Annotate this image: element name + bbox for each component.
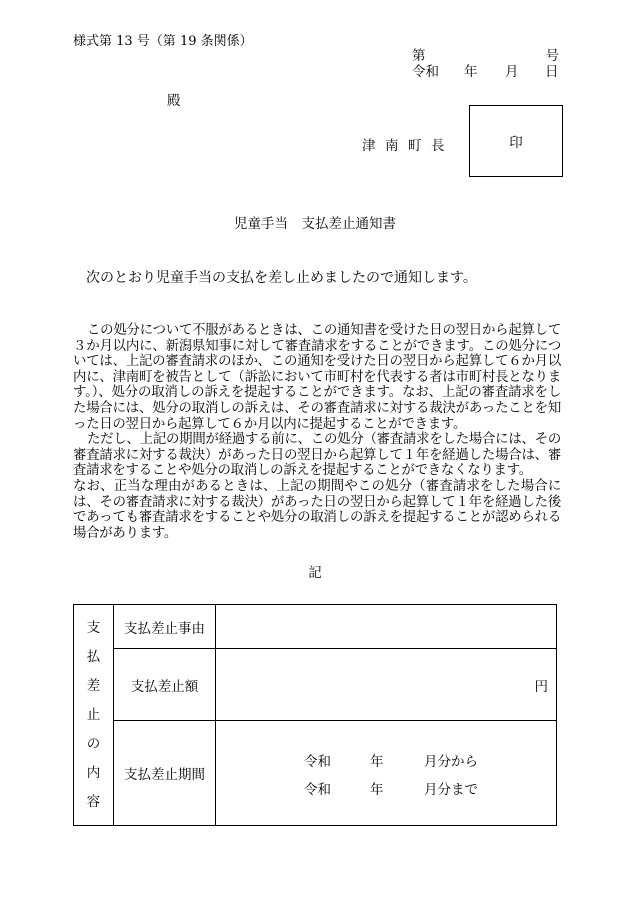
document-title: 児童手当 支払差止通知書 xyxy=(234,216,396,232)
reason-label: 支払差止事由 xyxy=(114,605,216,649)
seal-label: 印 xyxy=(509,135,523,151)
side-label xyxy=(74,605,114,826)
side-label-char: 払 xyxy=(86,648,101,665)
table-row xyxy=(74,649,557,721)
appeal-notice xyxy=(73,323,561,541)
period-label: 支払差止期間 xyxy=(114,721,216,826)
period-to-year: 年 xyxy=(370,782,384,798)
date-year-unit: 年 xyxy=(464,64,478,80)
period-from-era: 令和 xyxy=(304,754,331,770)
appeal-paragraph-1: この処分について不服があるときは、この通知書を受けた日の翌日から起算して３か月以内に、新潟県知事に対して審査請求をすることができます。この処分については、上記の審査請求のほか、この通知を受けた日の翌日から起算して６か月以内に、津南町を被告として（訴訟において市町村を代表する者は市町村長となります。）、処分の取消しの訴えを提起することができます。なお、上記の審査請求をした場合には、処分の取消しの訴えは、その審査請求に対する裁決があったことを知った日の翌日から起算して６か月以内に提起することができます。 xyxy=(73,323,561,432)
seal-box xyxy=(469,105,563,177)
date-era: 令和 xyxy=(412,64,439,80)
form-number: 様式第 13 号（第 19 条関係） xyxy=(73,34,253,49)
appeal-paragraph-2: ただし、上記の期間が経過する前に、この処分（審査請求をした場合には、その審査請求に対する裁決）があった日の翌日から起算して１年を経過した場合は、審査請求をすることや処分の取消しの訴えを提起することができなくなります。 xyxy=(73,432,561,479)
amount-label: 支払差止額 xyxy=(114,649,216,721)
side-label-char: 差 xyxy=(86,677,101,694)
doc-number-prefix: 第 xyxy=(412,48,426,64)
amount-value: 円 xyxy=(216,649,557,721)
detail-table xyxy=(73,604,557,826)
period-to-month: 月分まで xyxy=(424,782,478,798)
period-from-month: 月分から xyxy=(424,754,478,770)
ki-heading: 記 xyxy=(308,565,322,581)
side-label-char: の xyxy=(86,735,101,752)
issuer-name: 津南町長 xyxy=(362,138,454,154)
addressee-suffix: 殿 xyxy=(167,93,181,109)
date-month-unit: 月 xyxy=(505,64,519,80)
period-to xyxy=(304,773,556,801)
table-row xyxy=(74,721,557,826)
appeal-paragraph-3: なお、正当な理由があるときは、上記の期間やこの処分（審査請求をした場合には、その審査請求に対する裁決）があった日の翌日から起算して１年を経過した後であっても審査請求をすることや処分の取消しの訴えを提起することが認められる場合があります。 xyxy=(73,478,561,541)
period-to-era: 令和 xyxy=(304,782,331,798)
side-label-char: 止 xyxy=(86,706,101,723)
side-label-char: 内 xyxy=(86,764,101,781)
period-from-year: 年 xyxy=(370,754,384,770)
doc-number-suffix: 号 xyxy=(545,48,559,64)
table-row xyxy=(74,605,557,649)
side-label-char: 容 xyxy=(86,793,101,810)
period-value xyxy=(216,721,557,826)
reason-value xyxy=(216,605,557,649)
side-label-char: 支 xyxy=(86,619,101,636)
intro-text: 次のとおり児童手当の支払を差し止めましたので通知します。 xyxy=(86,270,477,286)
date-day-unit: 日 xyxy=(545,64,559,80)
period-from xyxy=(304,745,556,773)
